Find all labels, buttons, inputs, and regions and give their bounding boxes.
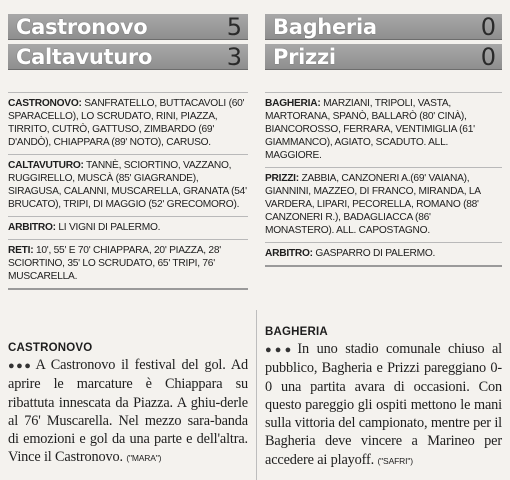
lineup-away <box>8 155 248 217</box>
team-score: 5 <box>226 12 242 41</box>
referee-text: GASPARRO DI PALERMO. <box>312 248 436 259</box>
referee-label: ARBITRO: <box>8 222 56 233</box>
lineup-home <box>8 92 248 155</box>
goals-text: 10', 55' E 70' CHIAPPARA, 20' PIAZZA, 28' SCIORTINO, 35' LO SCRUDATO, 65' TRIPI, 76' MUSCARELLA. <box>8 245 221 282</box>
bullet-dots-icon: ●●● <box>265 344 295 356</box>
goals-label: RETI: <box>8 245 34 256</box>
lineup-text: MARZIANI, TRIPOLI, VASTA, MARTORANA, SPANÒ, BALLARÒ (80' CINÀ), BIANCOROSSO, FERRARA, VENTIMIGLIA (61' GIAMMANCO), AGIATO, SCADUTO. ALL. MAGGIORE. <box>265 98 475 161</box>
referee-label: ARBITRO: <box>265 248 313 259</box>
goals <box>8 240 248 290</box>
match-report-left <box>8 342 248 468</box>
lineup-label: CASTRONOVO: <box>8 98 82 109</box>
column-divider <box>256 310 257 480</box>
report-body <box>265 340 502 470</box>
score-row-home <box>8 14 248 40</box>
team-score: 0 <box>480 42 496 71</box>
lineup-away <box>265 168 502 243</box>
match-report-right <box>265 326 502 470</box>
right-match-column <box>265 0 502 267</box>
score-row-away <box>265 44 502 70</box>
report-text: In uno stadio comunale chiuso al pubblico, Bagheria e Prizzi pareggiano 0-0 una partita avara di occasioni. Con questo pareggio gli ospiti mettono le mani sulla vittoria del campionato, mentre per il Bagheria deve vincere a Marineo per accedere ai playoff. <box>265 341 503 468</box>
lineup-label: PRIZZI: <box>265 173 299 184</box>
lineup-text: TANNÈ, SCIORTINO, VAZZANO, RUGGIRELLO, MUSCÀ (85' GIAGRANDE), SIRAGUSA, CALANNI, MUSCARELLA, GRANATA (54' BRUCATO), TRIPI, DI MAGGIO (52' GRECOMORO). <box>8 160 247 210</box>
report-kicker: BAGHERIA <box>265 326 328 338</box>
lineup-text: ZABBIA, CANZONERI A.(69' VAIANA), GIANNINI, MAZZEO, DI FRANCO, MIRANDA, LA VARDERA, LIPARI, PECORELLA, ROMANO (88' CANZONERI R.), BADAGLIACCA (86' MONASTERO). ALL. CAPOSTAGNO. <box>265 173 481 236</box>
bullet-dots-icon: ●●● <box>8 360 33 372</box>
score-row-away <box>8 44 248 70</box>
referee <box>265 243 502 267</box>
lineup-text: SANFRATELLO, BUTTACAVOLI (60' SPARACELLO), LO SCRUDATO, RINI, PIAZZA, TIRRITO, CUTRÒ, GATTUSO, ZIMBARDO (69' D'ANDÒ), CHIAPPARA (89' NOTO), CARUSO. <box>8 98 245 148</box>
referee <box>8 217 248 240</box>
lineup-label: BAGHERIA: <box>265 98 321 109</box>
lineup-label: CALTAVUTURO: <box>8 160 84 171</box>
report-kicker: CASTRONOVO <box>8 342 93 354</box>
report-signature: ("SAFRI") <box>377 455 413 466</box>
lineup-home <box>265 92 502 168</box>
score-row-home <box>265 14 502 40</box>
team-name: Caltavuturo <box>16 44 153 69</box>
report-signature: ("MARA") <box>126 453 162 464</box>
team-name: Bagheria <box>273 14 377 39</box>
team-score: 0 <box>480 12 496 41</box>
referee-text: LI VIGNI DI PALERMO. <box>55 222 161 233</box>
team-score: 3 <box>226 42 242 71</box>
report-body <box>8 356 248 468</box>
team-name: Prizzi <box>273 44 336 69</box>
report-text: A Castronovo il festival del gol. Ad aprire le marcature è Chiappara su ribattuta innescata da Piazza. A ghiu-derle al 76' Muscarella. Nel mezzo sara-banda di emozioni e gol da una parte e dell'altra. Vince il Castronovo. <box>8 357 248 466</box>
left-match-column <box>8 0 248 290</box>
team-name: Castronovo <box>16 14 148 39</box>
